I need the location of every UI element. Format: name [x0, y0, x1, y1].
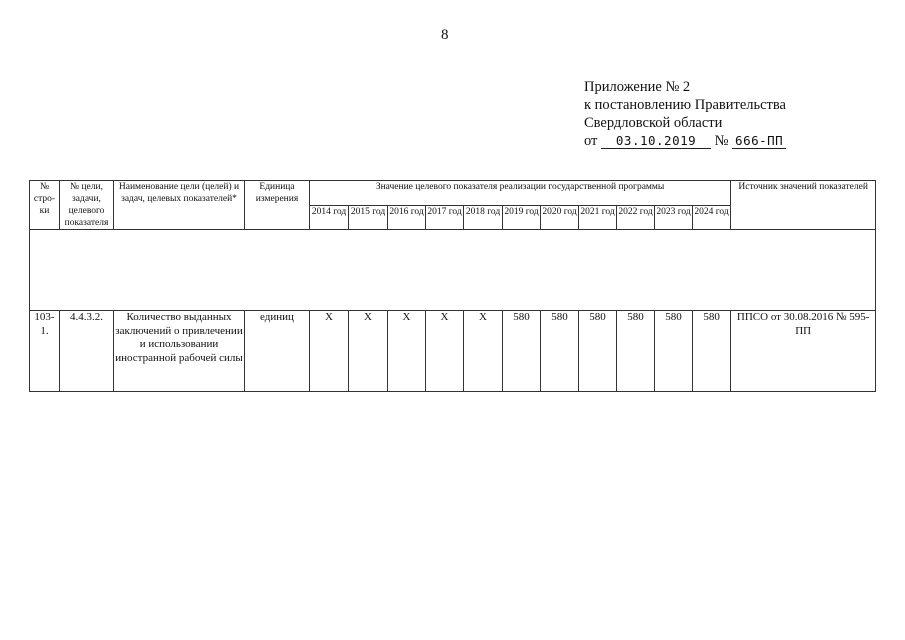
appendix-resolution: к постановлению Правительства [584, 97, 786, 113]
header-values-group: Значение целевого показателя реализации государственной программы [310, 181, 731, 206]
cell-unit: единиц [245, 311, 310, 392]
header-year-2023: 2023 год [655, 205, 693, 230]
cell-value-2018: X [464, 311, 503, 392]
appendix-region: Свердловской области [584, 115, 723, 131]
from-label: от [584, 133, 598, 149]
cell-source: ППСО от 30.08.2016 № 595-ПП [731, 311, 876, 392]
page-number: 8 [441, 27, 449, 43]
cell-row-number: 103-1. [30, 311, 60, 392]
header-unit: Единица измерения [245, 181, 310, 230]
cell-value-2017: X [426, 311, 464, 392]
table-row [30, 311, 876, 392]
indicators-table [29, 180, 876, 392]
header-year-2019: 2019 год [503, 205, 541, 230]
cell-value-2024: 580 [693, 311, 731, 392]
header-row-number: № стро-ки [30, 181, 60, 230]
header-year-2022: 2022 год [617, 205, 655, 230]
header-year-2015: 2015 год [349, 205, 388, 230]
header-source: Источник значений показателей [731, 181, 876, 230]
cell-value-2023: 580 [655, 311, 693, 392]
cell-value-2019: 580 [503, 311, 541, 392]
header-name: Наименование цели (целей) и задач, целевых показателей* [114, 181, 245, 230]
cell-value-2015: X [349, 311, 388, 392]
cell-value-2021: 580 [579, 311, 617, 392]
header-year-2020: 2020 год [541, 205, 579, 230]
header-year-2024: 2024 год [693, 205, 731, 230]
cell-value-2022: 580 [617, 311, 655, 392]
header-year-2018: 2018 год [464, 205, 503, 230]
header-year-2016: 2016 год [388, 205, 426, 230]
appendix-title: Приложение № 2 [584, 79, 691, 95]
cell-goal-number: 4.4.3.2. [60, 311, 114, 392]
cell-value-2016: X [388, 311, 426, 392]
header-goal-number: № цели, задачи, целевого показателя [60, 181, 114, 230]
header-year-2017: 2017 год [426, 205, 464, 230]
appendix-date-line [584, 132, 786, 150]
table-separator [30, 230, 876, 311]
header-year-2014: 2014 год [310, 205, 349, 230]
cell-name: Количество выданных заключений о привлечении и использовании иностранной рабочей силы [114, 311, 245, 392]
resolution-number: 666-ПП [732, 134, 786, 149]
cell-value-2020: 580 [541, 311, 579, 392]
number-label: № [714, 133, 729, 149]
separator-cell [30, 230, 876, 311]
resolution-date: 03.10.2019 [601, 134, 711, 149]
header-year-2021: 2021 год [579, 205, 617, 230]
appendix-header [584, 78, 786, 150]
cell-value-2014: X [310, 311, 349, 392]
